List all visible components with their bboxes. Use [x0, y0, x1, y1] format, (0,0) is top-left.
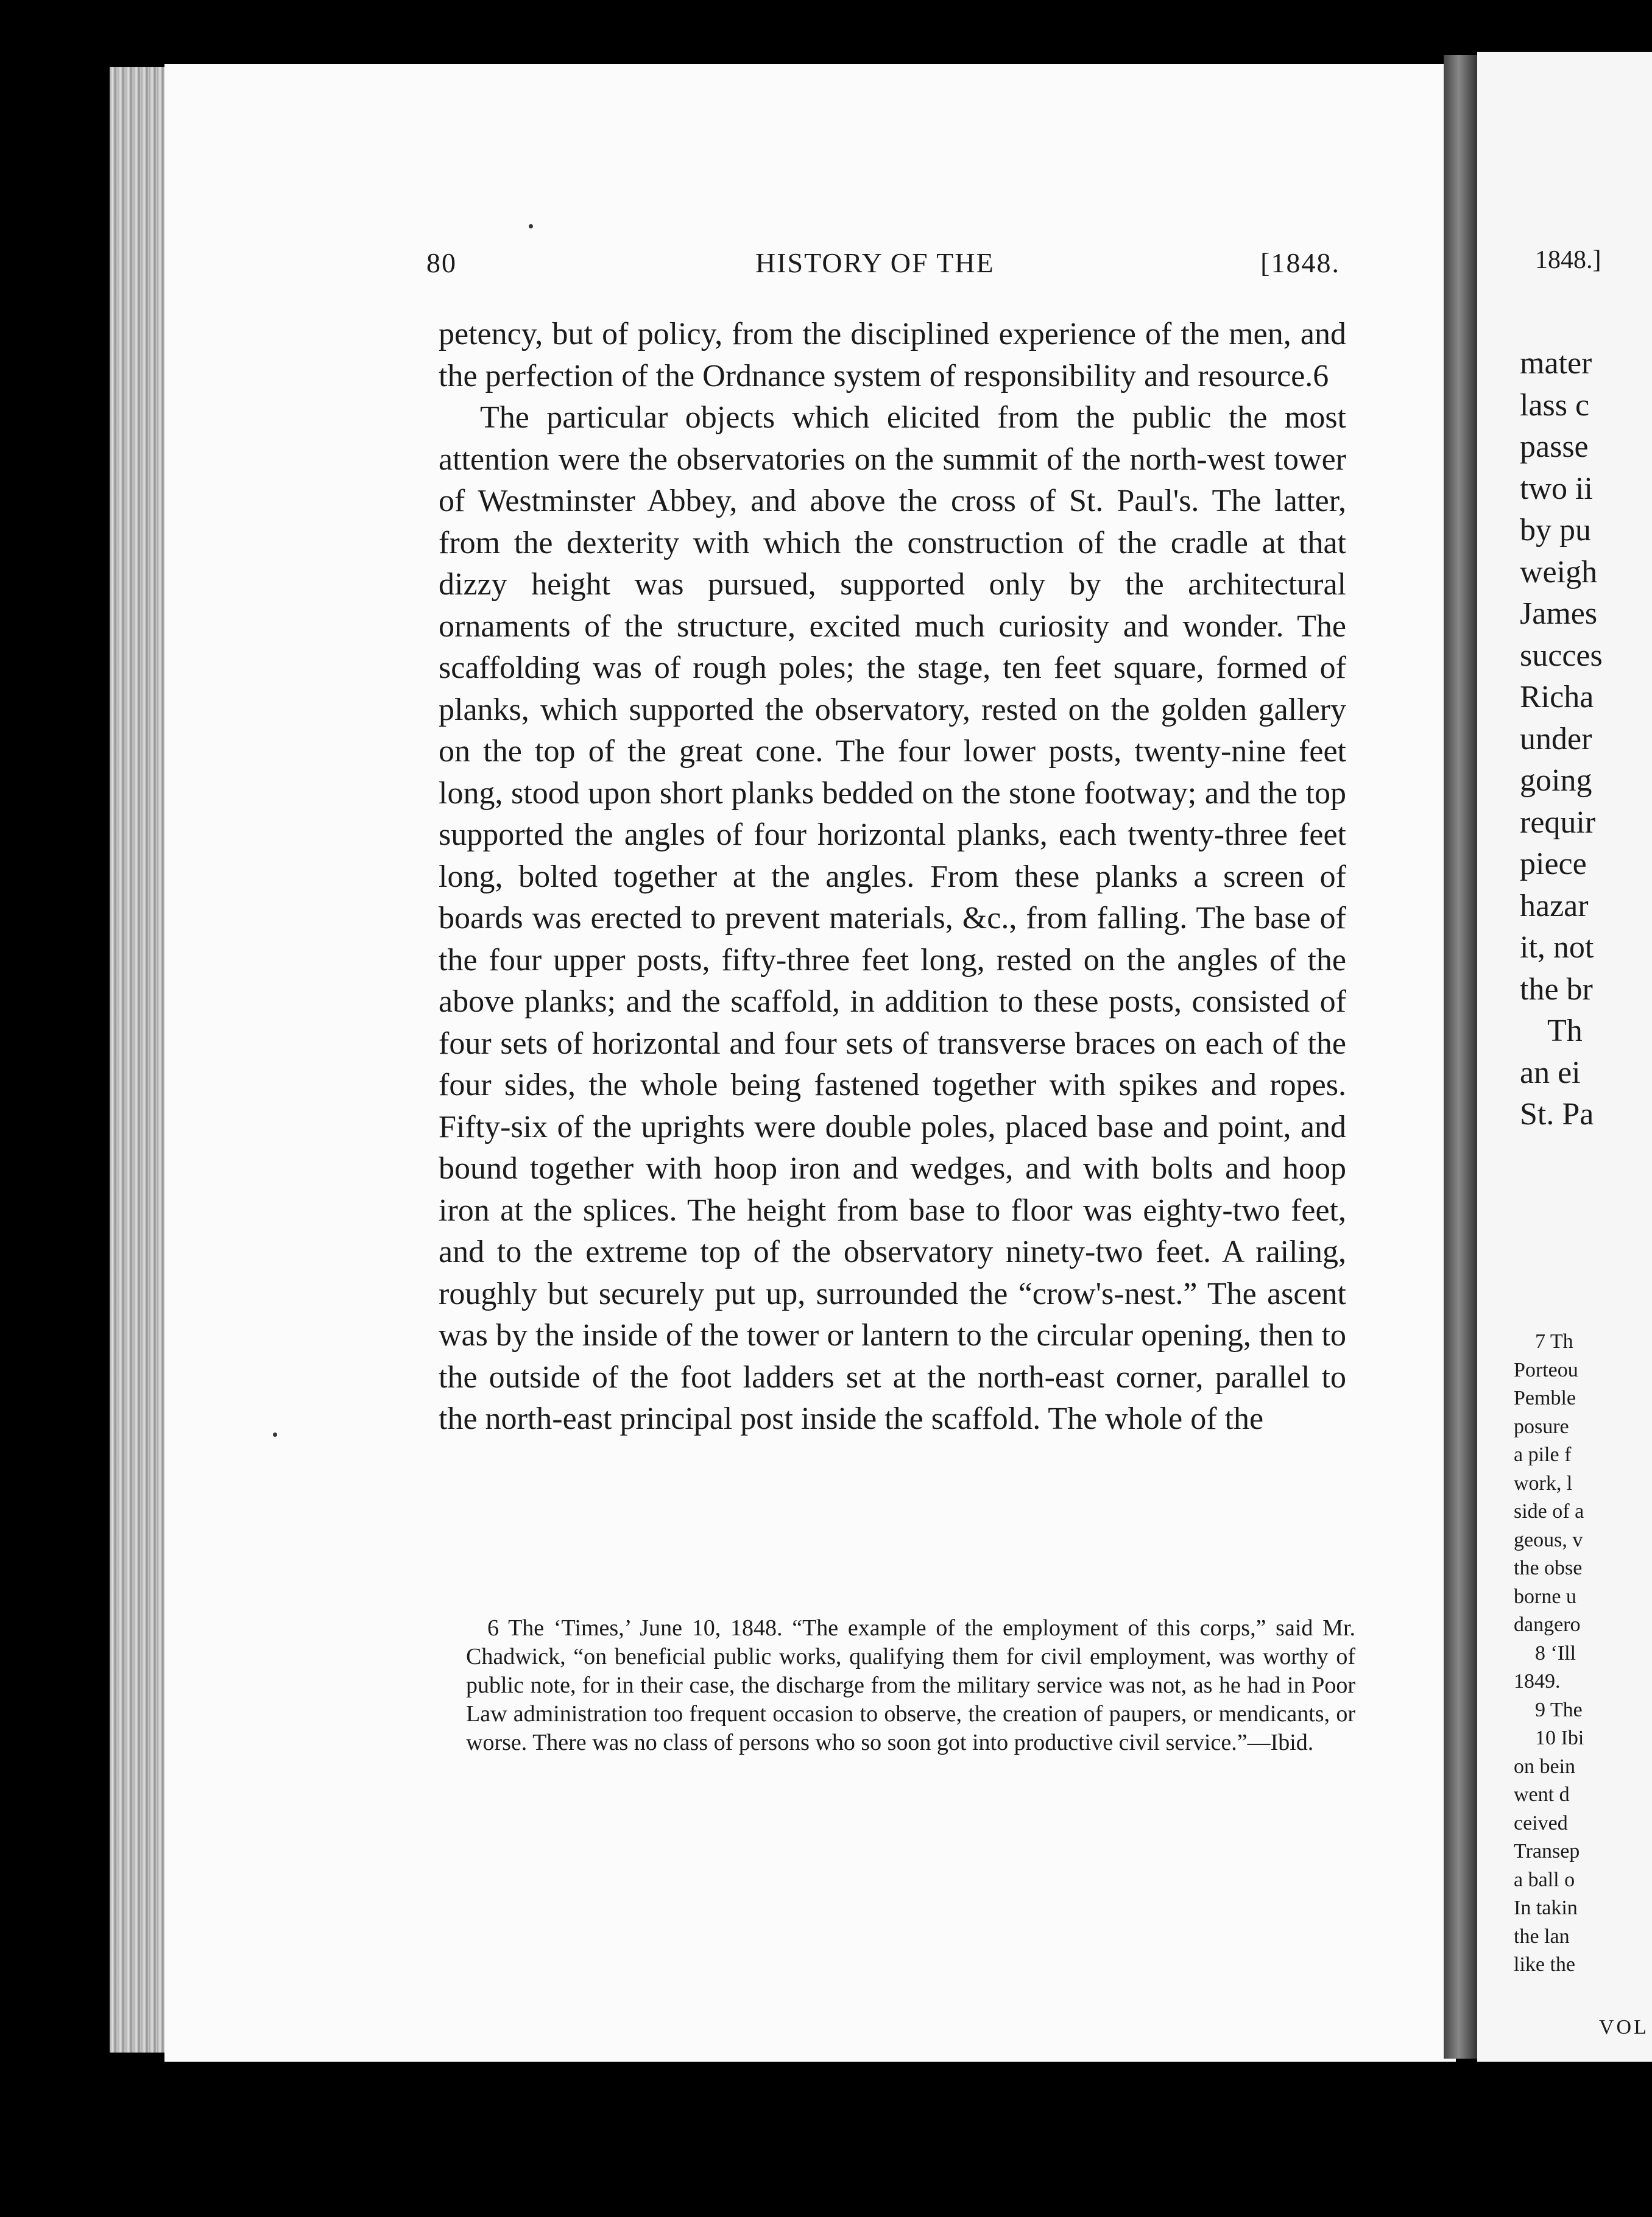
- right-line: it, not: [1520, 930, 1594, 965]
- right-page-text: [1520, 343, 1652, 1136]
- right-note-line: geous, v: [1514, 1528, 1583, 1551]
- right-line: weigh: [1520, 554, 1598, 590]
- right-note-line: went d: [1514, 1783, 1570, 1806]
- right-page-notes: [1514, 1328, 1652, 1979]
- right-line: by pu: [1520, 513, 1591, 548]
- footnote-6: 6 The ‘Times,’ June 10, 1848. “The example of the employment of this corps,” said Mr. Chadwick, “on beneficial public works, qualifying them for civil employment, was worthy of public note, for in their case, the discharge from the military service was not, as he had in Poor Law administration too frequent occasion to observe, the creation of paupers, or mendicants, or worse. There was no class of persons who so soon got into productive civil service.”—Ibid.: [466, 1615, 1355, 1755]
- right-line: an ei: [1520, 1055, 1581, 1090]
- ink-speck: [529, 224, 533, 228]
- right-note-line: like the: [1514, 1953, 1576, 1976]
- right-page: [1477, 52, 1652, 2062]
- right-note-line: a pile f: [1514, 1443, 1572, 1466]
- right-note-line: side of a: [1514, 1500, 1584, 1523]
- right-note-line: the obse: [1514, 1557, 1583, 1579]
- right-note-line: 7 Th: [1535, 1330, 1573, 1353]
- right-note-line: 1849.: [1514, 1670, 1561, 1693]
- paragraph-2: The particular objects which elicited from the public the most attention were the observatories on the summit of the north-west tower of Westminster Abbey, and above the cross of St. Paul's. The latter, from the dexterity with which the construction of the cradle at that dizzy height was pursued, supported only by the architectural ornaments of the structure, excited much curiosity and wonder. The scaffolding was of rough poles; the stage, ten feet square, formed of planks, which supported the observatory, rested on the golden gallery on the top of the great cone. The four lower posts, twenty-nine feet long, stood upon short planks bedded on the stone footway; and the top supported the angles of four horizontal planks, each twenty-three feet long, bolted together at the angles. From these planks a screen of boards was erected to prevent materials, &c., from falling. The base of the four upper posts, fifty-three feet long, rested on the angles of the above planks; and the scaffold, in addition to these posts, consisted of four sets of horizontal and four sets of transverse braces on each of the four sides, the whole being fastened together with spikes and ropes. Fifty-six of the uprights were double poles, placed base and point, and bound together with hoop iron and wedges, and with bolts and hoop iron at the splices. The height from base to floor was eighty-two feet, and to the extreme top of the observatory ninety-two feet. A railing, roughly but securely put up, surrounded the “crow's-nest.” The ascent was by the inside of the tower or lantern to the circular opening, then to the outside of the foot ladders set at the north-east corner, parallel to the north-east principal post inside the scaffold. The whole of the: [439, 400, 1346, 1436]
- right-line: succes: [1520, 638, 1603, 673]
- footnote: [466, 1614, 1355, 1757]
- right-note-line: borne u: [1514, 1585, 1576, 1608]
- signature-mark: VOL: [1599, 2016, 1649, 2039]
- right-line: two ii: [1520, 471, 1593, 506]
- right-line: lass c: [1520, 387, 1590, 423]
- right-note-line: work, l: [1514, 1472, 1573, 1495]
- right-line: under: [1520, 721, 1592, 756]
- paragraph-1: petency, but of policy, from the disciplined experience of the men, and the perfection of the Ordnance system of responsibility and resource.6: [439, 317, 1346, 393]
- right-line: passe: [1520, 429, 1589, 464]
- right-line: Richa: [1520, 680, 1594, 714]
- right-note-line: Transep: [1514, 1840, 1580, 1863]
- right-line: hazar: [1520, 888, 1589, 923]
- right-line: the br: [1520, 971, 1593, 1007]
- right-running-head: 1848.]: [1535, 246, 1601, 274]
- running-title: HISTORY OF THE: [755, 247, 995, 278]
- right-line: James: [1520, 596, 1598, 631]
- right-note-line: 10 Ibi: [1535, 1727, 1584, 1749]
- right-line: Th: [1547, 1013, 1583, 1048]
- right-note-line: 8 ‘Ill: [1535, 1641, 1576, 1665]
- right-note-line: In takin: [1514, 1897, 1578, 1919]
- page-number: 80: [426, 247, 457, 278]
- right-note-line: dangero: [1514, 1613, 1581, 1636]
- right-note-line: a ball o: [1514, 1868, 1575, 1891]
- book-gutter: [1444, 55, 1477, 2059]
- right-line: St. Pa: [1520, 1097, 1594, 1132]
- right-note-line: on bein: [1514, 1755, 1576, 1778]
- right-note-line: ceived: [1514, 1811, 1568, 1835]
- running-year: [1848.: [1260, 247, 1340, 278]
- body-text: [439, 314, 1346, 1440]
- right-note-line: posure: [1514, 1415, 1569, 1438]
- right-note-line: Pemble: [1514, 1387, 1576, 1409]
- right-line: piece: [1520, 847, 1587, 881]
- right-line: requir: [1520, 805, 1596, 840]
- right-note-line: Porteou: [1514, 1358, 1578, 1381]
- ink-speck: [273, 1433, 277, 1437]
- running-head: [426, 241, 1364, 295]
- right-line: mater: [1520, 346, 1592, 381]
- right-note-line: the lan: [1514, 1925, 1570, 1948]
- right-line: going: [1520, 763, 1592, 798]
- page-edge: [110, 67, 171, 2053]
- right-note-line: 9 The: [1535, 1698, 1583, 1721]
